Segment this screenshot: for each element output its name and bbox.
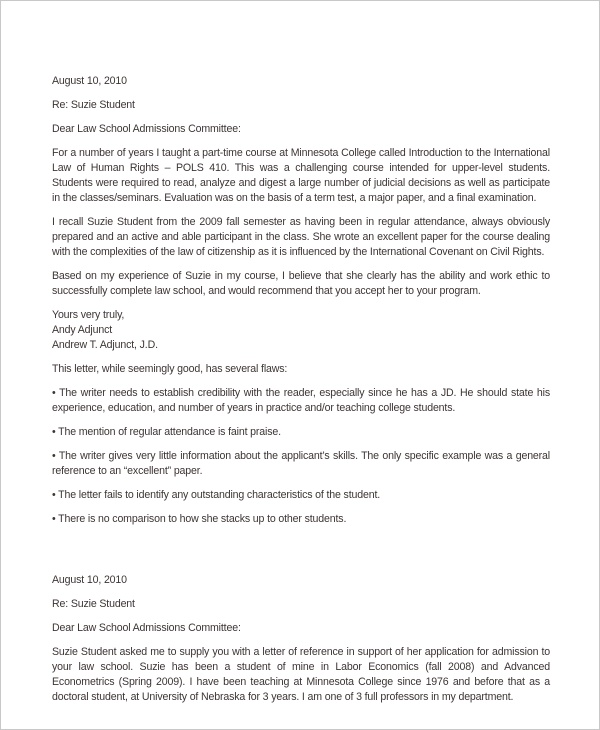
signature-block (52, 308, 550, 353)
signature-full-name: Andrew T. Adjunct, J.D. (52, 339, 158, 351)
letter-salutation: Dear Law School Admissions Committee: (52, 123, 241, 135)
letter-subject: Re: Suzie Student (52, 598, 135, 610)
section-spacer (52, 536, 550, 573)
critique-bullet: • The mention of regular attendance is faint praise. (52, 426, 281, 438)
signature-name: Andy Adjunct (52, 324, 113, 336)
critique-bullet: • The letter fails to identify any outstanding characteristics of the student. (52, 489, 381, 501)
document-body (52, 74, 550, 714)
letter-date: August 10, 2010 (52, 75, 127, 87)
letter-1 (52, 74, 550, 353)
critique-bullet: • The writer needs to establish credibility with the reader, especially since he has a JD. He should state his experience, education, and number of years in practice and/or teaching college students. (52, 387, 550, 414)
letter-2 (52, 573, 550, 705)
letter-paragraph: Suzie Student asked me to supply you with a letter of reference in support of her application for admission to your law school. Suzie has been a student of mine in Labor Economics (fall 2008) and Advanced Econometrics (Spring 2009). I have been teaching at Minnesota College since 1976 and before that as a doctoral student, at University of Nebraska for 3 years. I am one of 3 full professors in my department. (52, 646, 550, 703)
letter-salutation: Dear Law School Admissions Committee: (52, 622, 241, 634)
critique-bullet: • The writer gives very little information about the applicant’s skills. The only specific example was a general reference to an “excellent” paper. (52, 450, 550, 477)
letter-paragraph: For a number of years I taught a part-time course at Minnesota College called Introduction to the International Law of Human Rights – POLS 410. This was a challenging course intended for upper-level students. Students were required to read, analyze and digest a large number of judicial decisions as well as participate in the classes/seminars. Evaluation was on the basis of a term test, a major paper, and a final examination. (52, 147, 550, 204)
critique-bullet: • There is no comparison to how she stacks up to other students. (52, 513, 347, 525)
letter-subject: Re: Suzie Student (52, 99, 135, 111)
letter-paragraph: Based on my experience of Suzie in my course, I believe that she clearly has the ability and work ethic to successfully complete law school, and would recommend that you accept her to your program. (52, 270, 550, 297)
letter-paragraph: I recall Suzie Student from the 2009 fall semester as having been in regular attendance, always obviously prepared and an active and able participant in the class. She wrote an excellent paper for the course dealing with the complexities of the law of citizenship as it is influenced by the International Covenant on Civil Rights. (52, 216, 550, 258)
letter-date: August 10, 2010 (52, 574, 127, 586)
critique-intro: This letter, while seemingly good, has several flaws: (52, 363, 288, 375)
letter-closing: Yours very truly, (52, 309, 125, 321)
critique-section (52, 362, 550, 527)
